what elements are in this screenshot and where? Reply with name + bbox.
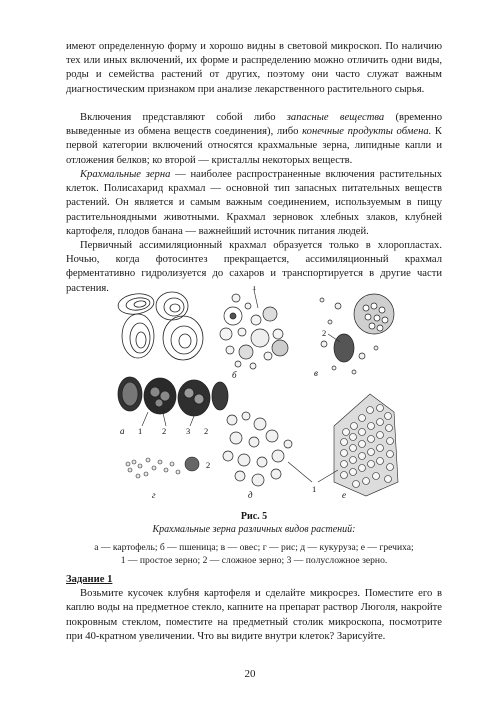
task-title: Задание 1 (66, 574, 113, 585)
label-d-2: 2 (206, 460, 211, 470)
paragraph-1: имеют определенную форму и хорошо видны в световой микроскоп. По наличию тех или иных включений, их форме и распределению можно отличить одни виды, роды и семейства растений от других, поэтому они часто служат важным диагностическим признаком при анализе лекарственного растительного сырья. (66, 41, 442, 95)
figure-caption (66, 510, 442, 567)
p2-text-c: (временно выведенные из обмена веществ соединения), либо (66, 112, 443, 138)
label-d: г (152, 490, 156, 500)
label-f: е (342, 490, 346, 500)
p2-text-e: К первой категории включений относятся крахмальные зерна, липидные капли и отложения белков; ко второй — кристаллы некоторых веществ. (66, 126, 442, 166)
label-b: б (232, 370, 237, 380)
figure-legend-line-1: а — картофель; б — пшеница; в — овес; г — рис; д — кукуруза; е — гречиха; (94, 542, 414, 553)
p2-emphasis-end-products: конечные продукты обмена. (302, 126, 432, 138)
label-a-1: 1 (138, 426, 143, 436)
panel-f-buckwheat (334, 394, 398, 496)
figure-legend-line-2: 1 — простое зерно; 2 — сложное зерно; 3 — полусложное зерно. (120, 554, 388, 566)
p2-text-a: Включения представляют собой либо (80, 112, 287, 123)
starch-grains-figure (108, 286, 408, 508)
task-section (66, 573, 442, 644)
p3-text: — наиболее распространенные включения растительных клеток. Полисахарид крахмал — основной тип запасных питательных веществ растений. Он является и самым важным соединением, используемым в пищу растительноядными животными. Крахмал зерновок хлебных злаков, клубней картофеля, плодов банана — важнейший источник питания людей. (66, 169, 442, 237)
panel-a-potato (117, 292, 228, 416)
paragraph-intro (66, 40, 442, 97)
label-c: в (314, 368, 318, 378)
p3-emphasis-starch: Крахмальные зерна (80, 169, 171, 180)
label-a: а (120, 426, 125, 436)
paragraph-starch (66, 168, 442, 239)
panel-c-oat (320, 294, 394, 374)
panel-b-wheat (220, 294, 288, 369)
starch-grains-drawing (108, 286, 408, 508)
paragraph-inclusions (66, 111, 442, 168)
panel-d-rice (126, 457, 199, 478)
paragraph-4: Первичный ассимиляционный крахмал образуется только в хлоропластах. Ночью, когда фотосинтез прекращается, ассимиляционный крахмал ферментативно гидролизуется до сахаров и транспортируется в другие части растения. (66, 240, 442, 294)
label-b-1: 1 (252, 286, 257, 292)
label-e: д (248, 490, 253, 500)
figure-title: Рис. 5 (240, 511, 268, 522)
figure-subtitle: Крахмальные зерна различных видов растений: (152, 524, 356, 535)
panel-e-corn (223, 412, 292, 486)
paragraph-2 (66, 111, 442, 168)
label-ef-1: 1 (312, 484, 317, 494)
task-text: Возьмите кусочек клубня картофеля и сделайте микросрез. Поместите его в каплю воды на предметное стекло, капните на препарат раствор Люголя, накройте покровным стеклом, поместите на предметный столик микроскопа, посмотрите при 40-кратном увеличении. Что вы видите внутри клеток? Зарисуйте. (66, 588, 442, 642)
label-a-2b: 2 (204, 426, 209, 436)
label-a-2: 2 (162, 426, 167, 436)
label-c-2: 2 (322, 328, 327, 338)
p2-emphasis-reserve: запасные вещества (286, 112, 385, 123)
page-number: 20 (244, 668, 256, 680)
label-a-3: 3 (186, 426, 191, 436)
paragraph-3 (66, 168, 442, 239)
